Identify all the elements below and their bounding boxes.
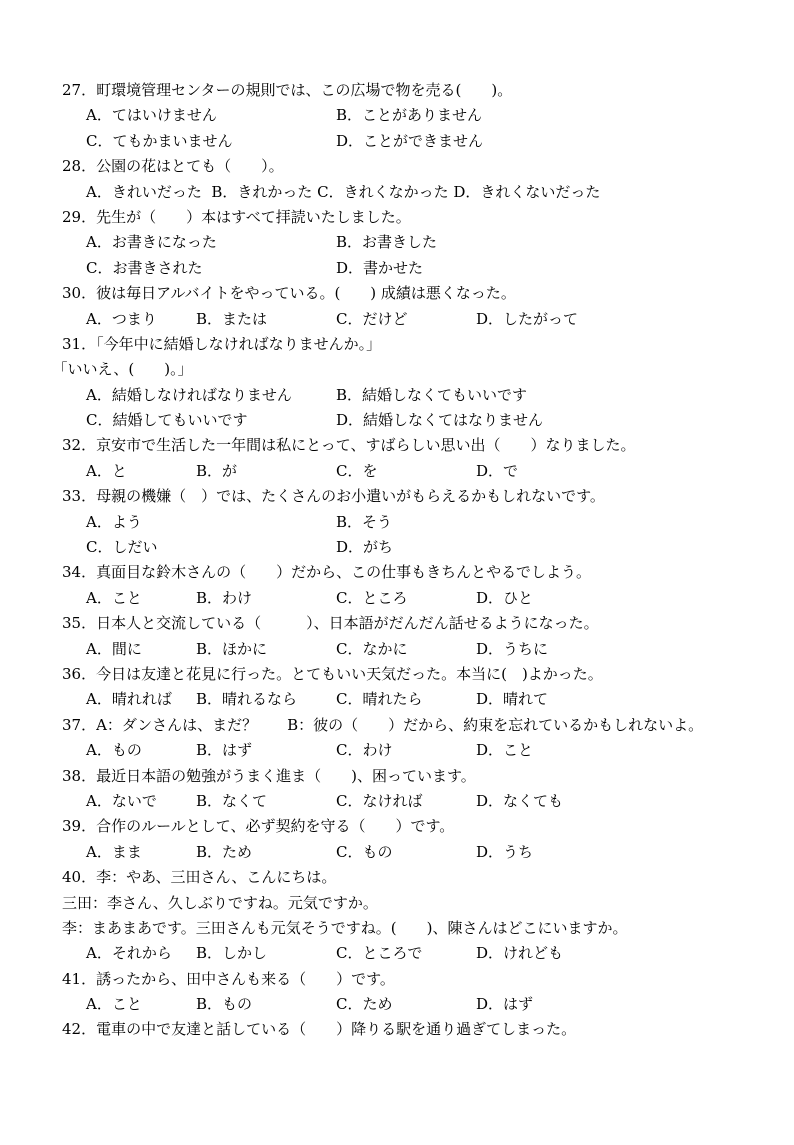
option-d: D．けれども <box>476 944 564 963</box>
option-b: B．結婚しなくてもいいです <box>336 385 528 404</box>
option-d: D．なくても <box>476 791 564 810</box>
option-a: A．お書きになった <box>86 233 217 252</box>
question-36-options <box>0 687 794 712</box>
question-32-options <box>0 459 794 484</box>
option-b: B．が <box>196 461 238 480</box>
option-c: C．ところで <box>336 944 423 963</box>
option-d: D．がち <box>336 538 394 557</box>
option-b: B．もの <box>196 995 253 1014</box>
question-37-options <box>0 738 794 763</box>
option-a: A．ないで <box>86 791 157 810</box>
question-28-options: A．きれいだった B．きれかった C．きれくなかった D．きれくないだった <box>86 182 601 201</box>
option-b: B．ため <box>196 842 253 861</box>
option-d: D．結婚しなくてはなりません <box>336 411 544 430</box>
option-a: A．と <box>86 461 127 480</box>
option-b: B．お書きした <box>336 233 438 252</box>
option-b: B．なくて <box>196 791 268 810</box>
option-d: D．こと <box>476 741 534 760</box>
option-b: B．または <box>196 309 268 328</box>
question-33-options-row-1 <box>0 510 794 535</box>
option-a: A．晴れれば <box>86 690 172 709</box>
question-27-stem: 27．町環境管理センターの規則では、この広場で物を売る( )。 <box>62 81 513 99</box>
question-40-stem: 40．李：やあ、三田さん、こんにちは。 <box>62 868 337 887</box>
option-c: C．結婚してもいいです <box>86 411 248 430</box>
question-sheet <box>0 78 794 1043</box>
option-c: C．ところ <box>336 588 408 607</box>
question-29-options-row-2 <box>0 256 794 281</box>
question-39-options <box>0 840 794 865</box>
option-c: C．ため <box>336 995 393 1014</box>
question-29-options-row-1 <box>0 230 794 255</box>
option-c: C．もの <box>336 842 393 861</box>
option-c: C．わけ <box>336 741 393 760</box>
question-39-stem: 39．合作のルールとして、必ず契約を守る（ ）です。 <box>62 817 455 836</box>
question-34-stem: 34．真面目な鈴木さんの（ ）だから、この仕事もきちんとやるでしよう。 <box>62 563 591 582</box>
option-c: C．しだい <box>86 538 158 557</box>
option-a: A．それから <box>86 944 172 963</box>
option-b: B．ことがありません <box>336 106 483 125</box>
question-31-options-row-1 <box>0 383 794 408</box>
question-30-options <box>0 307 794 332</box>
option-c: C．なかに <box>336 639 408 658</box>
option-d: D．したがって <box>476 309 579 328</box>
option-b: B．はず <box>196 741 253 760</box>
question-41-stem: 41．誘ったから、田中さんも来る（ ）です。 <box>62 969 395 988</box>
question-40-stem-3: 李：まあまあです。三田さんも元気そうですね。( )、陳さんはどこにいますか。 <box>62 918 628 937</box>
option-b: B．そう <box>336 512 393 531</box>
question-42-stem: 42．電車の中で友達と話している（ ）降りる駅を通り過ぎてしまった。 <box>62 1020 577 1039</box>
option-c: C．お書きされた <box>86 258 203 277</box>
option-d: D．ことができません <box>336 131 484 150</box>
option-d: D．ひと <box>476 588 534 607</box>
option-b: B．しかし <box>196 944 268 963</box>
option-c: C．なければ <box>336 791 423 810</box>
question-38-stem: 38．最近日本語の勉強がうまく進ま（ )、困っています。 <box>62 766 476 785</box>
question-35-stem: 35．日本人と交流している（ ）、日本語がだんだん話せるようになった。 <box>62 614 599 633</box>
question-35-options <box>0 637 794 662</box>
option-a: A．間に <box>86 639 142 658</box>
option-a: A．もの <box>86 741 142 760</box>
option-a: A．こと <box>86 588 142 607</box>
question-34-options <box>0 586 794 611</box>
option-d: D．で <box>476 461 519 480</box>
option-b: B．晴れるなら <box>196 690 298 709</box>
option-a: A．こと <box>86 995 142 1014</box>
option-d: D．うちに <box>476 639 549 658</box>
option-d: D．晴れて <box>476 690 549 709</box>
question-37-stem: 37．A：ダンさんは、まだ？ B：彼の（ ）だから、約束を忘れているかもしれないよ。 <box>62 715 704 734</box>
option-c: C．だけど <box>336 309 408 328</box>
option-b: B．わけ <box>196 588 253 607</box>
question-33-options-row-2 <box>0 535 794 560</box>
option-a: A．てはいけません <box>86 106 217 125</box>
option-d: D．書かせた <box>336 258 424 277</box>
question-29-stem: 29．先生が（ ）本はすべて拝読いたしました。 <box>62 207 411 226</box>
question-36-stem: 36．今日は友達と花見に行った。とてもいい天気だった。本当に( )よかった。 <box>62 664 603 683</box>
question-40-stem-2: 三田：李さん、久しぶりですね。元気ですか。 <box>62 893 378 912</box>
question-30-stem: 30．彼は毎日アルバイトをやっている。( ) 成績は悪くなった。 <box>62 284 516 303</box>
option-c: C．を <box>336 461 378 480</box>
option-d: D．はず <box>476 995 534 1014</box>
question-38-options <box>0 789 794 814</box>
option-c: C．晴れたら <box>336 690 423 709</box>
option-a: A．まま <box>86 842 142 861</box>
question-31-stem-2: ｢いいえ、( )。｣ <box>60 360 186 379</box>
question-41-options <box>0 992 794 1017</box>
question-27-options-row-2 <box>0 129 794 154</box>
option-b: B．ほかに <box>196 639 268 658</box>
question-32-stem: 32．京安市で生活した一年間は私にとって、すばらしい思い出（ ）なりました。 <box>62 436 636 455</box>
question-40-options <box>0 941 794 966</box>
option-c: C．てもかまいません <box>86 131 233 150</box>
option-a: A．結婚しなければなりません <box>86 385 292 404</box>
question-27-options-row-1 <box>0 103 794 128</box>
question-31-options-row-2 <box>0 408 794 433</box>
question-33-stem: 33．母親の機嫌（ ）では、たくさんのお小遣いがもらえるかもしれないです。 <box>62 487 605 506</box>
option-a: A．よう <box>86 512 142 531</box>
option-d: D．うち <box>476 842 534 861</box>
option-a: A．つまり <box>86 309 157 328</box>
question-31-stem: 31．｢今年中に結婚しなければなりませんか。｣ <box>62 334 374 353</box>
question-28-stem: 28．公園の花はとても（ ）。 <box>62 157 284 176</box>
